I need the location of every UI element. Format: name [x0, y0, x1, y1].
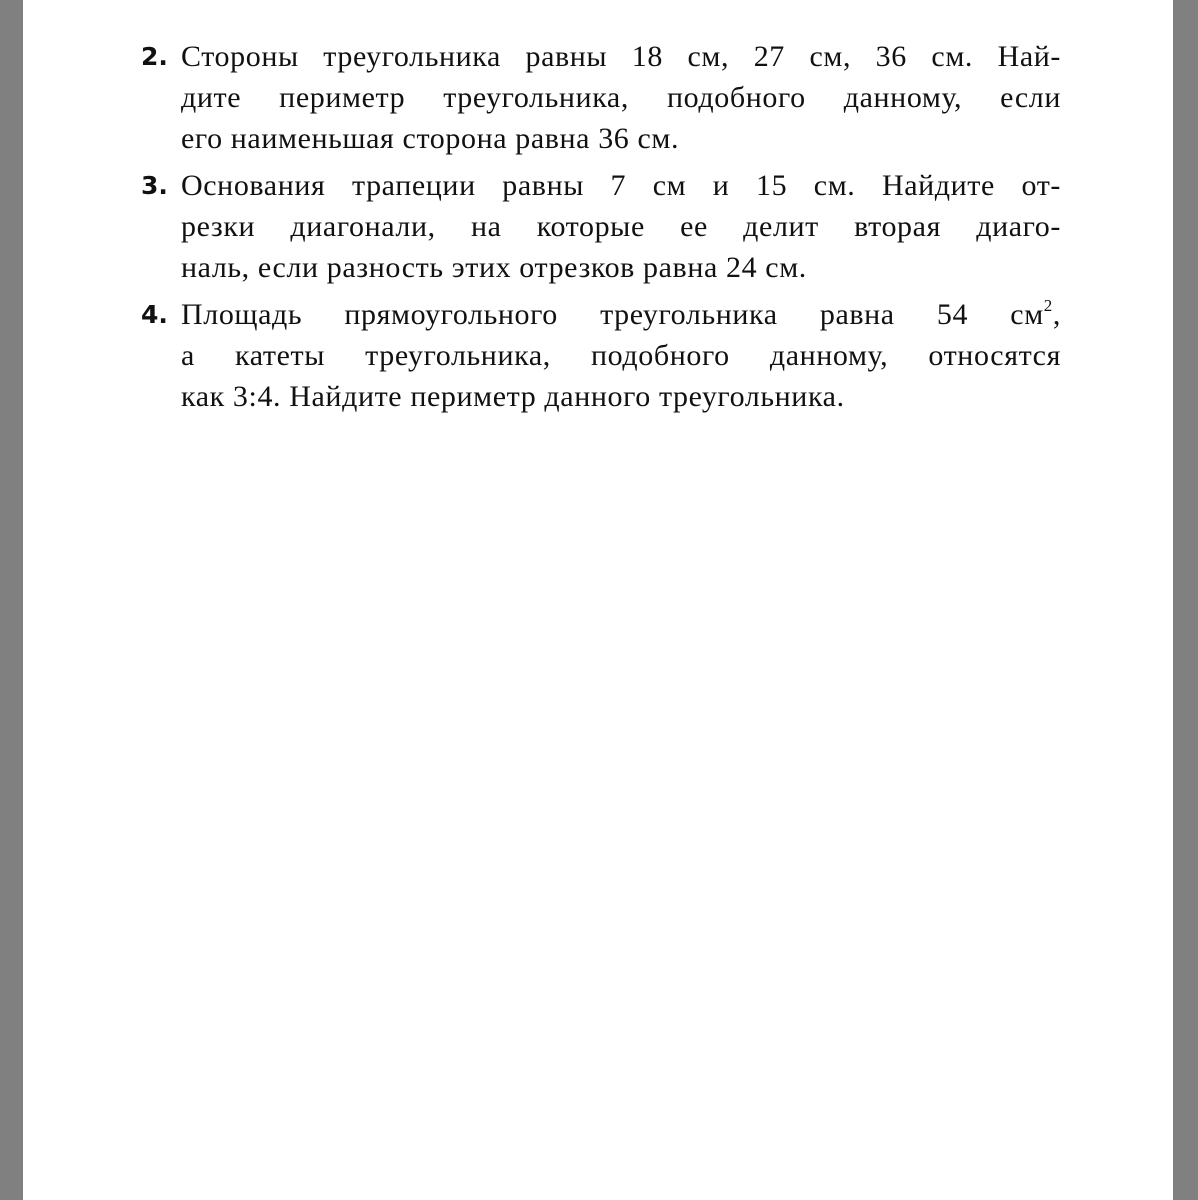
problem-2 — [141, 36, 1061, 159]
superscript-exponent: 2 — [1043, 296, 1053, 315]
problem-text-line: Основания трапеции равны 7 см и 15 см. Найдите от- — [181, 169, 1061, 202]
problem-text: Площадь прямоугольного треугольника равна 54 см — [181, 298, 1044, 331]
problem-text-line: наль, если разность этих отрезков равна 24 см. — [181, 251, 807, 284]
problem-text-line — [181, 294, 1061, 335]
problem-text-line: а катеты треугольника, подобного данному, относятся — [181, 339, 1061, 372]
problem-number: 2. — [141, 42, 168, 71]
problem-text-punctuation: , — [1052, 298, 1061, 331]
problem-4 — [141, 294, 1061, 417]
problem-text-line: его наименьшая сторона равна 36 см. — [181, 122, 680, 155]
problem-text-line: Стороны треугольника равны 18 см, 27 см, 36 см. Най- — [181, 40, 1061, 73]
problem-list — [141, 36, 1061, 423]
problem-text-line: как 3:4. Найдите периметр данного треугольника. — [181, 380, 845, 413]
problem-number: 4. — [141, 300, 168, 329]
problem-number: 3. — [141, 171, 168, 200]
problem-text-line: резки диагонали, на которые ее делит вторая диаго- — [181, 210, 1061, 243]
document-page — [23, 0, 1173, 1200]
problem-3 — [141, 165, 1061, 288]
problem-text-line: дите периметр треугольника, подобного данному, если — [181, 81, 1061, 114]
